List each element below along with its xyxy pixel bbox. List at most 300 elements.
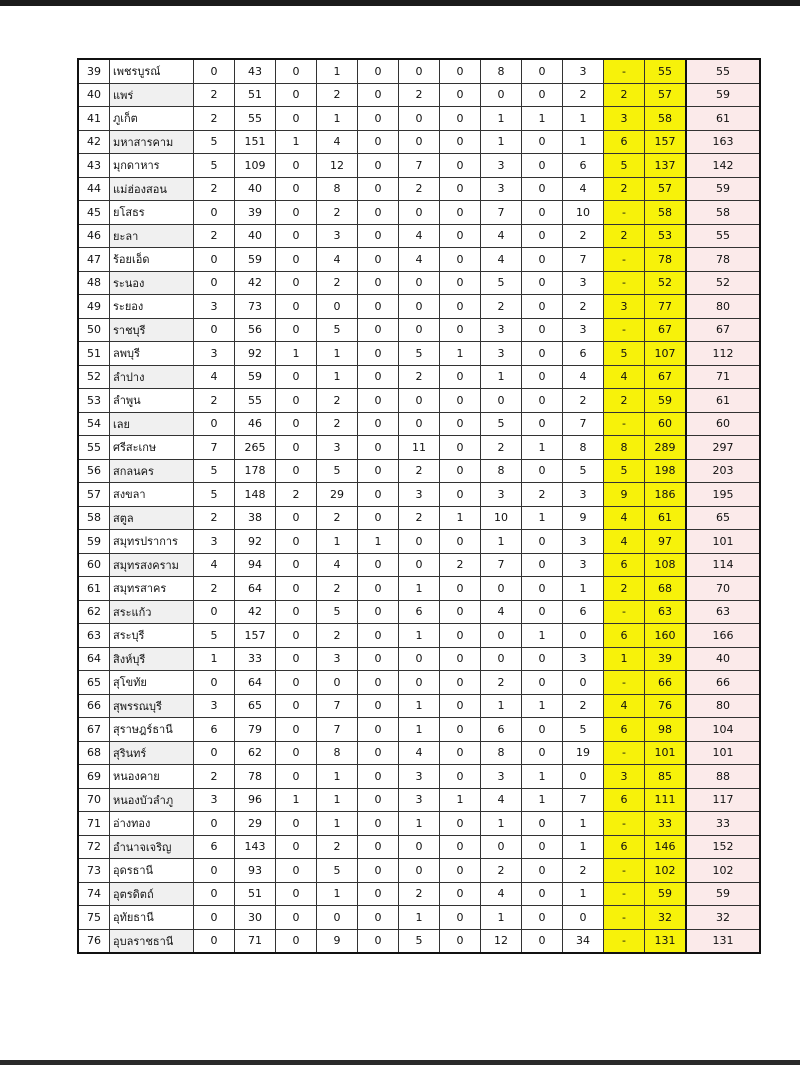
value-cell: 4 <box>481 248 522 272</box>
value-cell: 7 <box>481 201 522 225</box>
value-cell: 51 <box>235 83 276 107</box>
value-cell: 0 <box>440 248 481 272</box>
row-number-cell: 65 <box>78 671 110 695</box>
value-cell: 1 <box>563 130 604 154</box>
value-cell: 0 <box>358 389 399 413</box>
value-cell: 8 <box>481 741 522 765</box>
province-name-cell: สระบุรี <box>110 624 194 648</box>
value-cell: 12 <box>317 154 358 178</box>
value-cell: 0 <box>194 600 235 624</box>
value-cell: 0 <box>194 741 235 765</box>
highlight-value-cell: 4 <box>604 530 645 554</box>
value-cell: 0 <box>276 177 317 201</box>
highlight-sum-cell: 60 <box>645 412 687 436</box>
table-row <box>78 130 760 154</box>
value-cell: 7 <box>317 694 358 718</box>
value-cell: 0 <box>358 177 399 201</box>
highlight-value-cell: 2 <box>604 177 645 201</box>
total-cell: 52 <box>686 271 760 295</box>
value-cell: 0 <box>194 929 235 953</box>
value-cell: 0 <box>522 906 563 930</box>
value-cell: 0 <box>440 647 481 671</box>
total-cell: 166 <box>686 624 760 648</box>
value-cell: 148 <box>235 483 276 507</box>
value-cell: 3 <box>481 154 522 178</box>
value-cell: 30 <box>235 906 276 930</box>
row-number-cell: 47 <box>78 248 110 272</box>
value-cell: 0 <box>440 271 481 295</box>
value-cell: 0 <box>440 530 481 554</box>
total-cell: 80 <box>686 295 760 319</box>
document-sheet <box>77 58 761 954</box>
value-cell: 0 <box>481 389 522 413</box>
value-cell: 0 <box>276 107 317 131</box>
value-cell: 6 <box>563 600 604 624</box>
total-cell: 195 <box>686 483 760 507</box>
value-cell: 7 <box>481 553 522 577</box>
value-cell: 1 <box>276 342 317 366</box>
highlight-value-cell: 2 <box>604 224 645 248</box>
value-cell: 3 <box>194 788 235 812</box>
value-cell: 29 <box>317 483 358 507</box>
value-cell: 1 <box>317 765 358 789</box>
value-cell: 6 <box>563 154 604 178</box>
table-row <box>78 201 760 225</box>
value-cell: 0 <box>440 295 481 319</box>
value-cell: 0 <box>276 882 317 906</box>
value-cell: 10 <box>481 506 522 530</box>
value-cell: 0 <box>358 788 399 812</box>
value-cell: 0 <box>194 859 235 883</box>
value-cell: 3 <box>481 765 522 789</box>
value-cell: 3 <box>194 530 235 554</box>
province-name-cell: สมุทรปราการ <box>110 530 194 554</box>
value-cell: 0 <box>358 59 399 83</box>
total-cell: 40 <box>686 647 760 671</box>
value-cell: 0 <box>399 107 440 131</box>
highlight-value-cell: 1 <box>604 647 645 671</box>
total-cell: 117 <box>686 788 760 812</box>
value-cell: 2 <box>317 506 358 530</box>
highlight-value-cell: - <box>604 600 645 624</box>
value-cell: 3 <box>563 553 604 577</box>
total-cell: 131 <box>686 929 760 953</box>
value-cell: 0 <box>317 906 358 930</box>
value-cell: 0 <box>194 248 235 272</box>
value-cell: 4 <box>399 741 440 765</box>
value-cell: 0 <box>399 553 440 577</box>
value-cell: 39 <box>235 201 276 225</box>
value-cell: 3 <box>317 647 358 671</box>
value-cell: 0 <box>399 130 440 154</box>
province-name-cell: สุราษฎร์ธานี <box>110 718 194 742</box>
value-cell: 0 <box>440 436 481 460</box>
value-cell: 1 <box>522 765 563 789</box>
value-cell: 1 <box>317 365 358 389</box>
value-cell: 1 <box>399 906 440 930</box>
row-number-cell: 50 <box>78 318 110 342</box>
value-cell: 42 <box>235 600 276 624</box>
province-name-cell: อุตรดิตถ์ <box>110 882 194 906</box>
highlight-value-cell: 5 <box>604 342 645 366</box>
province-name-cell: เพชรบูรณ์ <box>110 59 194 83</box>
value-cell: 0 <box>522 412 563 436</box>
row-number-cell: 41 <box>78 107 110 131</box>
value-cell: 8 <box>317 741 358 765</box>
value-cell: 0 <box>194 271 235 295</box>
province-name-cell: อำนาจเจริญ <box>110 835 194 859</box>
province-name-cell: เลย <box>110 412 194 436</box>
value-cell: 2 <box>194 765 235 789</box>
value-cell: 0 <box>194 906 235 930</box>
value-cell: 0 <box>440 59 481 83</box>
value-cell: 0 <box>194 412 235 436</box>
highlight-sum-cell: 146 <box>645 835 687 859</box>
highlight-sum-cell: 57 <box>645 83 687 107</box>
value-cell: 1 <box>481 107 522 131</box>
value-cell: 0 <box>522 600 563 624</box>
value-cell: 0 <box>440 412 481 436</box>
highlight-value-cell: - <box>604 248 645 272</box>
value-cell: 4 <box>317 553 358 577</box>
value-cell: 0 <box>276 835 317 859</box>
province-name-cell: มุกดาหาร <box>110 154 194 178</box>
province-name-cell: อุบลราชธานี <box>110 929 194 953</box>
total-cell: 61 <box>686 107 760 131</box>
value-cell: 265 <box>235 436 276 460</box>
value-cell: 0 <box>276 154 317 178</box>
value-cell: 1 <box>399 694 440 718</box>
row-number-cell: 55 <box>78 436 110 460</box>
value-cell: 64 <box>235 671 276 695</box>
highlight-value-cell: - <box>604 59 645 83</box>
value-cell: 0 <box>522 718 563 742</box>
value-cell: 0 <box>522 83 563 107</box>
value-cell: 3 <box>194 694 235 718</box>
province-name-cell: สุรินทร์ <box>110 741 194 765</box>
highlight-sum-cell: 67 <box>645 318 687 342</box>
total-cell: 203 <box>686 459 760 483</box>
value-cell: 7 <box>563 248 604 272</box>
value-cell: 1 <box>440 788 481 812</box>
value-cell: 7 <box>563 788 604 812</box>
table-row <box>78 765 760 789</box>
value-cell: 0 <box>358 859 399 883</box>
table-row <box>78 59 760 83</box>
value-cell: 0 <box>522 459 563 483</box>
value-cell: 0 <box>276 248 317 272</box>
value-cell: 34 <box>563 929 604 953</box>
total-cell: 163 <box>686 130 760 154</box>
province-name-cell: แม่ฮ่องสอน <box>110 177 194 201</box>
value-cell: 0 <box>358 271 399 295</box>
table-row <box>78 177 760 201</box>
value-cell: 2 <box>317 577 358 601</box>
value-cell: 0 <box>440 624 481 648</box>
value-cell: 59 <box>235 365 276 389</box>
row-number-cell: 61 <box>78 577 110 601</box>
value-cell: 0 <box>440 694 481 718</box>
value-cell: 0 <box>276 295 317 319</box>
value-cell: 6 <box>563 342 604 366</box>
value-cell: 0 <box>358 577 399 601</box>
highlight-sum-cell: 157 <box>645 130 687 154</box>
value-cell: 12 <box>481 929 522 953</box>
value-cell: 0 <box>522 812 563 836</box>
value-cell: 2 <box>317 624 358 648</box>
value-cell: 0 <box>276 812 317 836</box>
table-row <box>78 671 760 695</box>
value-cell: 1 <box>399 718 440 742</box>
value-cell: 1 <box>522 506 563 530</box>
total-cell: 58 <box>686 201 760 225</box>
value-cell: 0 <box>358 600 399 624</box>
value-cell: 0 <box>563 624 604 648</box>
value-cell: 1 <box>317 342 358 366</box>
total-cell: 32 <box>686 906 760 930</box>
value-cell: 0 <box>522 671 563 695</box>
total-cell: 88 <box>686 765 760 789</box>
value-cell: 2 <box>194 83 235 107</box>
value-cell: 29 <box>235 812 276 836</box>
value-cell: 0 <box>276 647 317 671</box>
highlight-value-cell: 3 <box>604 107 645 131</box>
value-cell: 0 <box>358 342 399 366</box>
total-cell: 78 <box>686 248 760 272</box>
value-cell: 62 <box>235 741 276 765</box>
value-cell: 0 <box>440 577 481 601</box>
value-cell: 3 <box>563 530 604 554</box>
table-row <box>78 835 760 859</box>
value-cell: 0 <box>481 577 522 601</box>
value-cell: 1 <box>276 788 317 812</box>
province-name-cell: หนองคาย <box>110 765 194 789</box>
value-cell: 0 <box>276 318 317 342</box>
province-name-cell: แพร่ <box>110 83 194 107</box>
value-cell: 0 <box>440 130 481 154</box>
province-name-cell: มหาสารคาม <box>110 130 194 154</box>
value-cell: 0 <box>276 624 317 648</box>
value-cell: 1 <box>481 906 522 930</box>
value-cell: 2 <box>563 694 604 718</box>
table-row <box>78 295 760 319</box>
table-row <box>78 882 760 906</box>
value-cell: 3 <box>481 483 522 507</box>
highlight-value-cell: 6 <box>604 718 645 742</box>
value-cell: 1 <box>358 530 399 554</box>
row-number-cell: 72 <box>78 835 110 859</box>
value-cell: 0 <box>276 59 317 83</box>
value-cell: 3 <box>481 342 522 366</box>
value-cell: 1 <box>317 812 358 836</box>
value-cell: 46 <box>235 412 276 436</box>
value-cell: 0 <box>563 671 604 695</box>
value-cell: 92 <box>235 342 276 366</box>
table-row <box>78 436 760 460</box>
value-cell: 10 <box>563 201 604 225</box>
total-cell: 101 <box>686 530 760 554</box>
row-number-cell: 54 <box>78 412 110 436</box>
value-cell: 0 <box>522 929 563 953</box>
row-number-cell: 62 <box>78 600 110 624</box>
value-cell: 0 <box>276 365 317 389</box>
highlight-sum-cell: 32 <box>645 906 687 930</box>
row-number-cell: 70 <box>78 788 110 812</box>
table-row <box>78 530 760 554</box>
highlight-value-cell: 9 <box>604 483 645 507</box>
province-name-cell: สมุทรสงคราม <box>110 553 194 577</box>
total-cell: 55 <box>686 224 760 248</box>
bottom-border <box>0 1060 800 1065</box>
value-cell: 2 <box>440 553 481 577</box>
value-cell: 2 <box>399 177 440 201</box>
highlight-sum-cell: 53 <box>645 224 687 248</box>
value-cell: 0 <box>276 741 317 765</box>
value-cell: 56 <box>235 318 276 342</box>
value-cell: 0 <box>440 154 481 178</box>
highlight-value-cell: 4 <box>604 365 645 389</box>
highlight-sum-cell: 101 <box>645 741 687 765</box>
value-cell: 0 <box>276 224 317 248</box>
total-cell: 61 <box>686 389 760 413</box>
value-cell: 6 <box>481 718 522 742</box>
province-name-cell: สงขลา <box>110 483 194 507</box>
table-row <box>78 906 760 930</box>
row-number-cell: 66 <box>78 694 110 718</box>
value-cell: 3 <box>194 342 235 366</box>
value-cell: 0 <box>399 389 440 413</box>
highlight-sum-cell: 57 <box>645 177 687 201</box>
value-cell: 0 <box>276 436 317 460</box>
total-cell: 142 <box>686 154 760 178</box>
value-cell: 0 <box>194 318 235 342</box>
value-cell: 5 <box>194 130 235 154</box>
value-cell: 0 <box>276 929 317 953</box>
value-cell: 0 <box>522 647 563 671</box>
row-number-cell: 53 <box>78 389 110 413</box>
value-cell: 38 <box>235 506 276 530</box>
value-cell: 8 <box>481 459 522 483</box>
value-cell: 5 <box>317 600 358 624</box>
value-cell: 3 <box>563 647 604 671</box>
value-cell: 5 <box>317 459 358 483</box>
value-cell: 0 <box>358 906 399 930</box>
value-cell: 1 <box>481 694 522 718</box>
highlight-value-cell: - <box>604 318 645 342</box>
value-cell: 0 <box>399 271 440 295</box>
table-row <box>78 600 760 624</box>
value-cell: 8 <box>563 436 604 460</box>
value-cell: 0 <box>440 600 481 624</box>
total-cell: 297 <box>686 436 760 460</box>
province-name-cell: ภูเก็ต <box>110 107 194 131</box>
highlight-value-cell: 3 <box>604 295 645 319</box>
value-cell: 0 <box>563 906 604 930</box>
highlight-value-cell: - <box>604 741 645 765</box>
province-name-cell: ราชบุรี <box>110 318 194 342</box>
value-cell: 2 <box>317 83 358 107</box>
highlight-value-cell: 6 <box>604 130 645 154</box>
province-name-cell: สระแก้ว <box>110 600 194 624</box>
value-cell: 2 <box>194 177 235 201</box>
value-cell: 3 <box>563 483 604 507</box>
value-cell: 157 <box>235 624 276 648</box>
value-cell: 0 <box>358 694 399 718</box>
value-cell: 0 <box>522 201 563 225</box>
value-cell: 1 <box>194 647 235 671</box>
highlight-sum-cell: 198 <box>645 459 687 483</box>
value-cell: 0 <box>440 765 481 789</box>
value-cell: 2 <box>399 882 440 906</box>
value-cell: 2 <box>399 365 440 389</box>
value-cell: 0 <box>194 882 235 906</box>
value-cell: 4 <box>481 224 522 248</box>
value-cell: 0 <box>399 201 440 225</box>
value-cell: 0 <box>440 812 481 836</box>
highlight-sum-cell: 97 <box>645 530 687 554</box>
highlight-value-cell: - <box>604 882 645 906</box>
highlight-sum-cell: 107 <box>645 342 687 366</box>
value-cell: 51 <box>235 882 276 906</box>
value-cell: 2 <box>563 859 604 883</box>
value-cell: 109 <box>235 154 276 178</box>
value-cell: 0 <box>276 459 317 483</box>
value-cell: 0 <box>399 295 440 319</box>
value-cell: 1 <box>522 788 563 812</box>
value-cell: 0 <box>522 859 563 883</box>
row-number-cell: 52 <box>78 365 110 389</box>
value-cell: 42 <box>235 271 276 295</box>
total-cell: 59 <box>686 177 760 201</box>
value-cell: 4 <box>481 788 522 812</box>
value-cell: 6 <box>194 718 235 742</box>
highlight-value-cell: 4 <box>604 506 645 530</box>
value-cell: 7 <box>317 718 358 742</box>
highlight-value-cell: - <box>604 812 645 836</box>
value-cell: 5 <box>194 154 235 178</box>
value-cell: 0 <box>399 530 440 554</box>
row-number-cell: 39 <box>78 59 110 83</box>
highlight-sum-cell: 59 <box>645 389 687 413</box>
value-cell: 5 <box>317 318 358 342</box>
value-cell: 5 <box>317 859 358 883</box>
row-number-cell: 73 <box>78 859 110 883</box>
table-row <box>78 365 760 389</box>
value-cell: 73 <box>235 295 276 319</box>
value-cell: 5 <box>563 718 604 742</box>
highlight-value-cell: - <box>604 929 645 953</box>
value-cell: 0 <box>522 835 563 859</box>
value-cell: 178 <box>235 459 276 483</box>
value-cell: 1 <box>317 530 358 554</box>
value-cell: 0 <box>522 224 563 248</box>
highlight-value-cell: 2 <box>604 577 645 601</box>
value-cell: 2 <box>194 224 235 248</box>
total-cell: 33 <box>686 812 760 836</box>
row-number-cell: 57 <box>78 483 110 507</box>
highlight-value-cell: 6 <box>604 788 645 812</box>
total-cell: 101 <box>686 741 760 765</box>
value-cell: 2 <box>317 271 358 295</box>
value-cell: 0 <box>358 553 399 577</box>
value-cell: 7 <box>563 412 604 436</box>
value-cell: 1 <box>317 882 358 906</box>
top-border <box>0 0 800 6</box>
highlight-sum-cell: 58 <box>645 201 687 225</box>
highlight-sum-cell: 186 <box>645 483 687 507</box>
value-cell: 0 <box>358 812 399 836</box>
value-cell: 0 <box>276 412 317 436</box>
